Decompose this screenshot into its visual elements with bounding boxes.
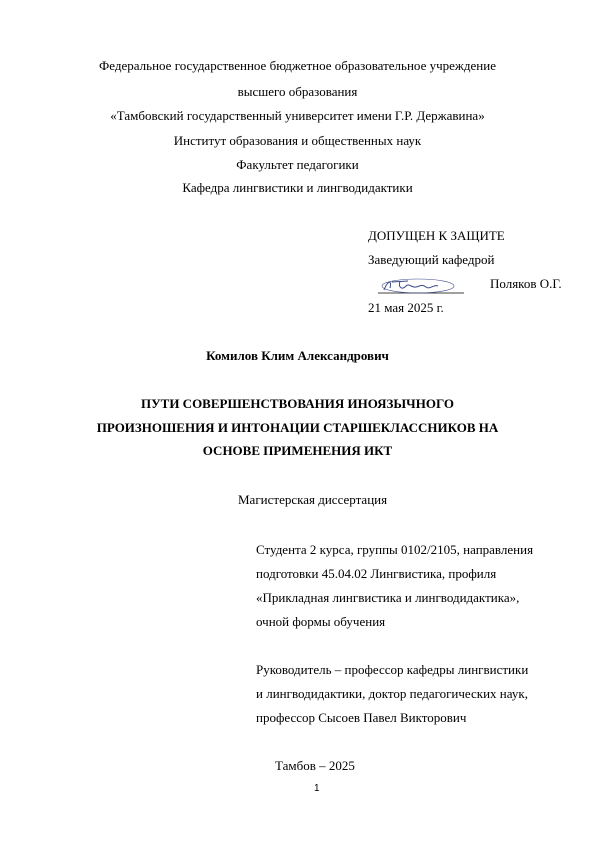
department-name: Кафедра лингвистики и лингводидактики bbox=[182, 180, 413, 195]
page-number: 1 bbox=[314, 783, 320, 794]
work-type: Магистерская диссертация bbox=[238, 492, 388, 507]
thesis-title-line-1: ПУТИ СОВЕРШЕНСТВОВАНИЯ ИНОЯЗЫЧНОГО bbox=[141, 396, 454, 411]
student-info-line-2: подготовки 45.04.02 Лингвистика, профиля bbox=[256, 566, 497, 581]
signature-image bbox=[378, 276, 466, 296]
thesis-title-line-2: ПРОИЗНОШЕНИЯ И ИНТОНАЦИИ СТАРШЕКЛАССНИКОВ НА bbox=[96, 420, 499, 435]
approval-title: ДОПУЩЕН К ЗАЩИТЕ bbox=[368, 228, 505, 243]
institution-line-2: высшего образования bbox=[237, 84, 358, 99]
student-info-line-1: Студента 2 курса, группы 0102/2105, направления bbox=[256, 542, 534, 557]
institute-name: Институт образования и общественных наук bbox=[173, 133, 422, 148]
student-info-line-4: очной формы обучения bbox=[256, 614, 386, 629]
institution-line-3: «Тамбовский государственный университет имени Г.Р. Державина» bbox=[110, 108, 485, 123]
supervisor-line-3: профессор Сысоев Павел Викторович bbox=[256, 710, 467, 725]
approval-date: 21 мая 2025 г. bbox=[368, 300, 444, 315]
supervisor-line-2: и лингводидактики, доктор педагогических наук, bbox=[256, 686, 528, 701]
thesis-title-line-3: ОСНОВЕ ПРИМЕНЕНИЯ ИКТ bbox=[202, 443, 393, 458]
institution-line-1: Федеральное государственное бюджетное образовательное учреждение bbox=[99, 58, 496, 73]
approval-role: Заведующий кафедрой bbox=[368, 252, 495, 267]
student-info-line-3: «Прикладная лингвистика и лингводидактика», bbox=[256, 590, 520, 605]
faculty-name: Факультет педагогики bbox=[236, 157, 359, 172]
author-name: Комилов Клим Александрович bbox=[206, 348, 389, 363]
supervisor-line-1: Руководитель – профессор кафедры лингвистики bbox=[256, 662, 529, 677]
head-of-department-name: Поляков О.Г. bbox=[490, 276, 562, 291]
city-year: Тамбов – 2025 bbox=[275, 758, 355, 773]
